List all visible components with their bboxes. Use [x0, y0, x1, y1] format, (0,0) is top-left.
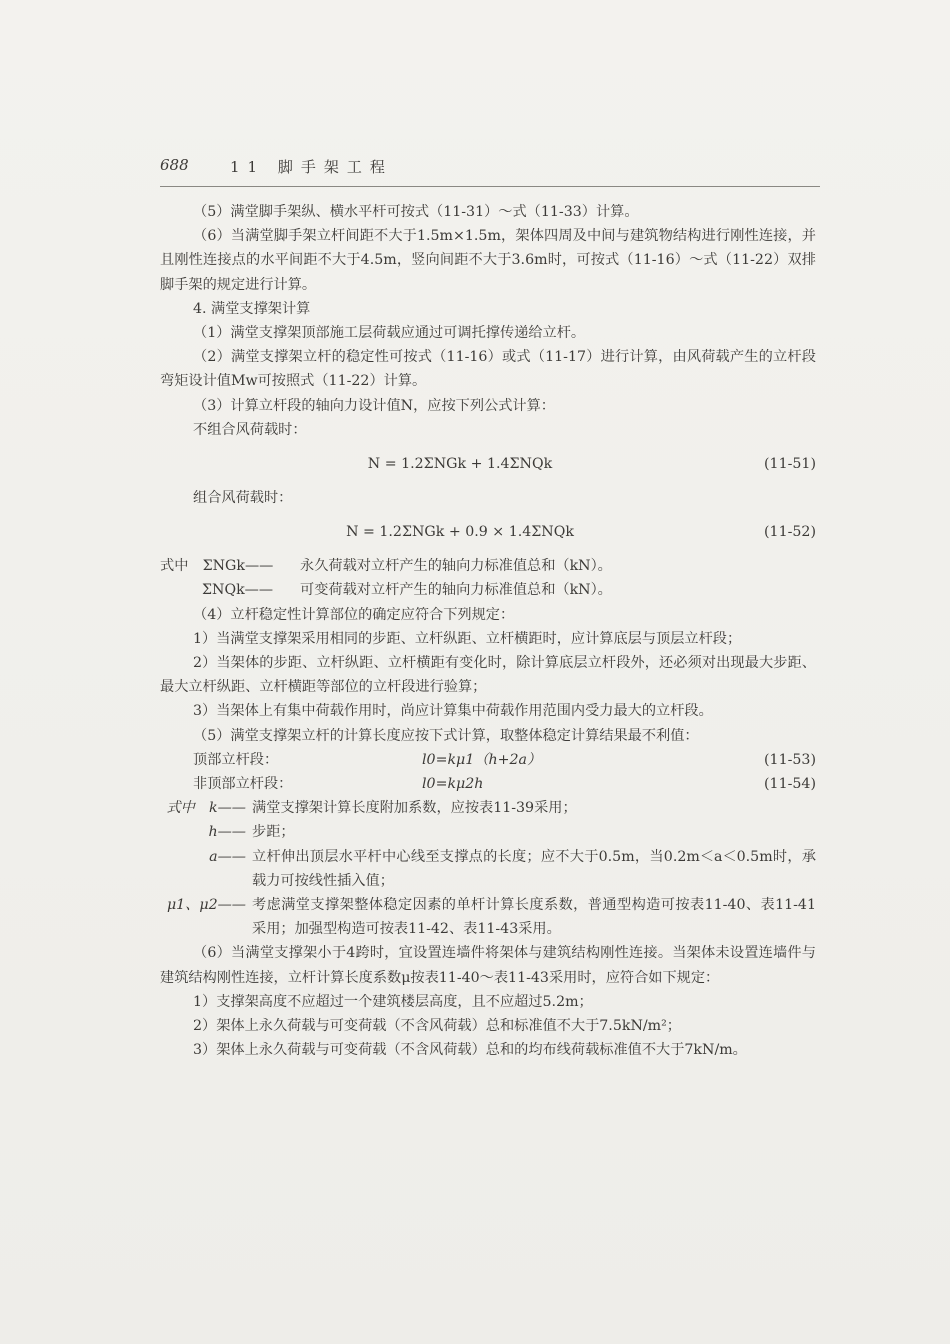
- paragraph: （4）立杆稳定性计算部位的确定应符合下列规定：: [193, 606, 515, 623]
- paragraph: 组合风荷载时：: [193, 490, 293, 507]
- paragraph: 2）当架体的步距、立杆纵距、立杆横距有变化时，除计算底层立杆段外，还必须对出现最大步距、最大立杆纵距、立杆横距等部位的立杆段进行验算；: [160, 655, 816, 696]
- paragraph: （6）当满堂支撑架小于4跨时，宜设置连墙件将架体与建筑结构刚性连接。当架体未设置连墙件与建筑结构刚性连接，立杆计算长度系数μ按表11-40～表11-43采用时，应符合如下规定：: [160, 945, 816, 986]
- page-number: 688: [160, 156, 189, 174]
- paragraph: 3）当架体上有集中荷载作用时，尚应计算集中荷载作用范围内受力最大的立杆段。: [193, 703, 713, 720]
- section-heading: 4. 满堂支撑架计算: [193, 300, 311, 317]
- variable-text: 步距；: [252, 824, 295, 841]
- variable-symbol: h——: [208, 824, 246, 841]
- equation-formula: N = 1.2ΣNGk + 1.4ΣNQk: [367, 456, 553, 473]
- definition-item: [160, 578, 816, 602]
- variable-text: 满堂支撑架计算长度附加系数，应按表11-39采用；: [252, 800, 577, 817]
- definition-item: [160, 554, 816, 578]
- equation-11-53: [160, 748, 816, 772]
- paragraph: （5）满堂支撑架立杆的计算长度应按下式计算，取整体稳定计算结果最不利值：: [193, 727, 699, 744]
- variable-text: 立杆伸出顶层水平杆中心线至支撑点的长度；应不大于0.5m，当0.2m＜a＜0.5m时，承载力可按线性插入值；: [252, 848, 816, 889]
- equation-11-54: [160, 772, 816, 796]
- paragraph: （2）满堂支撑架立杆的稳定性可按式（11-16）或式（11-17）进行计算，由风荷载产生的立杆段弯矩设计值Mw可按照式（11-22）计算。: [160, 349, 816, 390]
- paragraph: （1）满堂支撑架顶部施工层荷载应通过可调托撑传递给立杆。: [193, 325, 586, 342]
- paragraph: 2）架体上永久荷载与可变荷载（不含风荷载）总和标准值不大于7.5kN/m²；: [193, 1018, 681, 1035]
- equation-number: (11-53): [764, 751, 816, 768]
- variable-text: 考虑满堂支撑架整体稳定因素的单杆计算长度系数，普通型构造可按表11-40、表11-41采用；加强型构造可按表11-42、表11-43采用。: [252, 897, 816, 938]
- variable-symbol: a——: [209, 848, 246, 865]
- equation-11-51: [160, 442, 816, 486]
- definition-text: 永久荷载对立杆产生的轴向力标准值总和（kN）。: [300, 558, 612, 575]
- equation-label: 顶部立杆段：: [193, 751, 279, 768]
- definition-text: 可变荷载对立杆产生的轴向力标准值总和（kN）。: [300, 582, 612, 599]
- paragraph: 1）支撑架高度不应超过一个建筑楼层高度，且不应超过5.2m；: [193, 993, 593, 1010]
- paragraph: （3）计算立杆段的轴向力设计值N，应按下列公式计算：: [193, 397, 555, 414]
- paragraph: 3）架体上永久荷载与可变荷载（不含风荷载）总和的均布线荷载标准值不大于7kN/m。: [193, 1042, 747, 1059]
- chapter-title: 11 脚手架工程: [230, 158, 393, 176]
- equation-11-52: [160, 510, 816, 554]
- variable-item: [160, 796, 816, 820]
- variable-item: [160, 845, 816, 893]
- paragraph: 1）当满堂支撑架采用相同的步距、立杆纵距、立杆横距时，应计算底层与顶层立杆段；: [193, 630, 742, 647]
- variable-item: [160, 893, 816, 941]
- variable-symbol: 式中 k——: [166, 800, 246, 817]
- equation-number: (11-54): [764, 776, 816, 793]
- equation-number: (11-52): [764, 524, 816, 541]
- equation-formula: N = 1.2ΣNGk + 0.9 × 1.4ΣNQk: [346, 524, 574, 541]
- definition-symbol: ΣNQk——: [202, 582, 274, 599]
- page-body: [160, 200, 816, 1062]
- equation-number: (11-51): [764, 456, 816, 473]
- equation-formula: l0=kμ1（h+2a）: [422, 751, 542, 768]
- paragraph: （6）当满堂脚手架立杆间距不大于1.5m×1.5m，架体四周及中间与建筑物结构进行刚性连接，并且刚性连接点的水平间距不大于4.5m，竖向间距不大于3.6m时，可按式（11-16）～式（11-22）双排脚手架的规定进行计算。: [160, 228, 816, 293]
- page-header: [160, 156, 820, 187]
- definition-symbol: 式中 ΣNGk——: [160, 558, 274, 575]
- equation-label: 非顶部立杆段：: [193, 776, 293, 793]
- equation-formula: l0=kμ2h: [422, 776, 484, 793]
- variable-symbol: μ1、μ2——: [166, 897, 246, 914]
- paragraph: （5）满堂脚手架纵、横水平杆可按式（11-31）～式（11-33）计算。: [193, 204, 639, 220]
- variable-item: [160, 820, 816, 844]
- paragraph: 不组合风荷载时：: [193, 421, 307, 438]
